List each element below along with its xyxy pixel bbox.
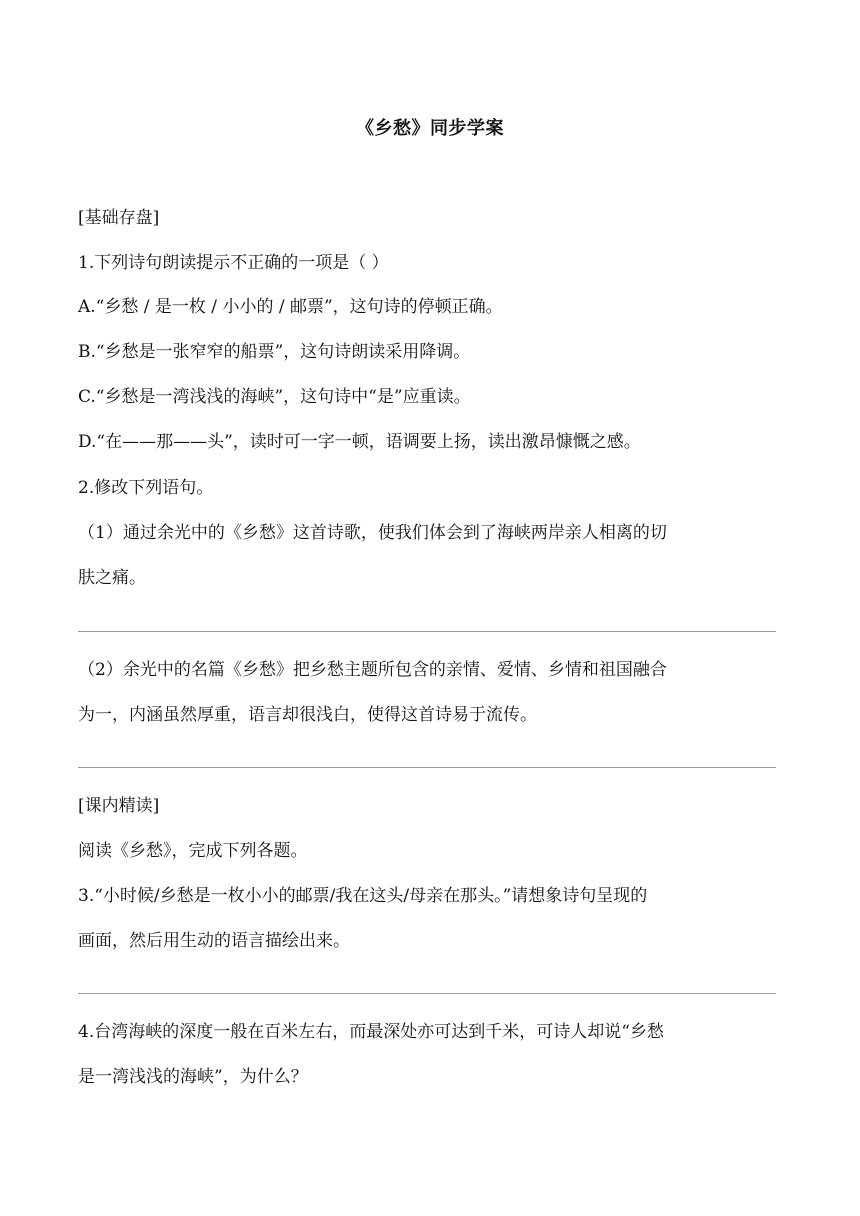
- question-1-option-c: C.“乡愁是一湾浅浅的海峡”，这句诗中“是”应重读。: [78, 387, 471, 407]
- reading-instruction: 阅读《乡愁》，完成下列各题。: [78, 841, 308, 861]
- question-2-item-1-line-2: 肤之痛。: [78, 568, 146, 588]
- question-1-stem: 1.下列诗句朗读提示不正确的一项是（ ）: [78, 253, 389, 273]
- answer-line: [78, 631, 776, 632]
- question-4-line-2: 是一湾浅浅的海峡”，为什么？: [78, 1067, 308, 1087]
- question-3-line-1: 3.“小时候/乡愁是一枚小小的邮票/我在这头/母亲在那头。”请想象诗句呈现的: [78, 886, 648, 906]
- question-2-item-1-line-1: （1）通过余光中的《乡愁》这首诗歌，使我们体会到了海峡两岸亲人相离的切: [78, 523, 667, 543]
- question-4-line-1: 4.台湾海峡的深度一般在百米左右，而最深处亦可达到千米，可诗人却说“乡愁: [78, 1022, 664, 1042]
- section-heading-reading: [课内精读]: [78, 796, 160, 816]
- question-3-line-2: 画面，然后用生动的语言描绘出来。: [78, 931, 350, 951]
- answer-line: [78, 767, 776, 768]
- question-2-stem: 2.修改下列语句。: [78, 478, 214, 498]
- page-title: 《乡愁》同步学案: [356, 118, 504, 139]
- question-1-option-d: D.“在——那——头”，读时可一字一顿，语调要上扬，读出激昂慷慨之感。: [78, 432, 641, 452]
- question-1-option-b: B.“乡愁是一张窄窄的船票”，这句诗朗读采用降调。: [78, 342, 471, 362]
- question-2-item-2-line-2: 为一，内涵虽然厚重，语言却很浅白，使得这首诗易于流传。: [78, 705, 537, 725]
- question-2-item-2-line-1: （2）余光中的名篇《乡愁》把乡愁主题所包含的亲情、爱情、乡情和祖国融合: [78, 660, 667, 680]
- answer-line: [78, 993, 776, 994]
- section-heading-basic: [基础存盘]: [78, 208, 160, 228]
- question-1-option-a: A.“乡愁 / 是一枚 / 小小的 / 邮票”，这句诗的停顿正确。: [78, 297, 503, 317]
